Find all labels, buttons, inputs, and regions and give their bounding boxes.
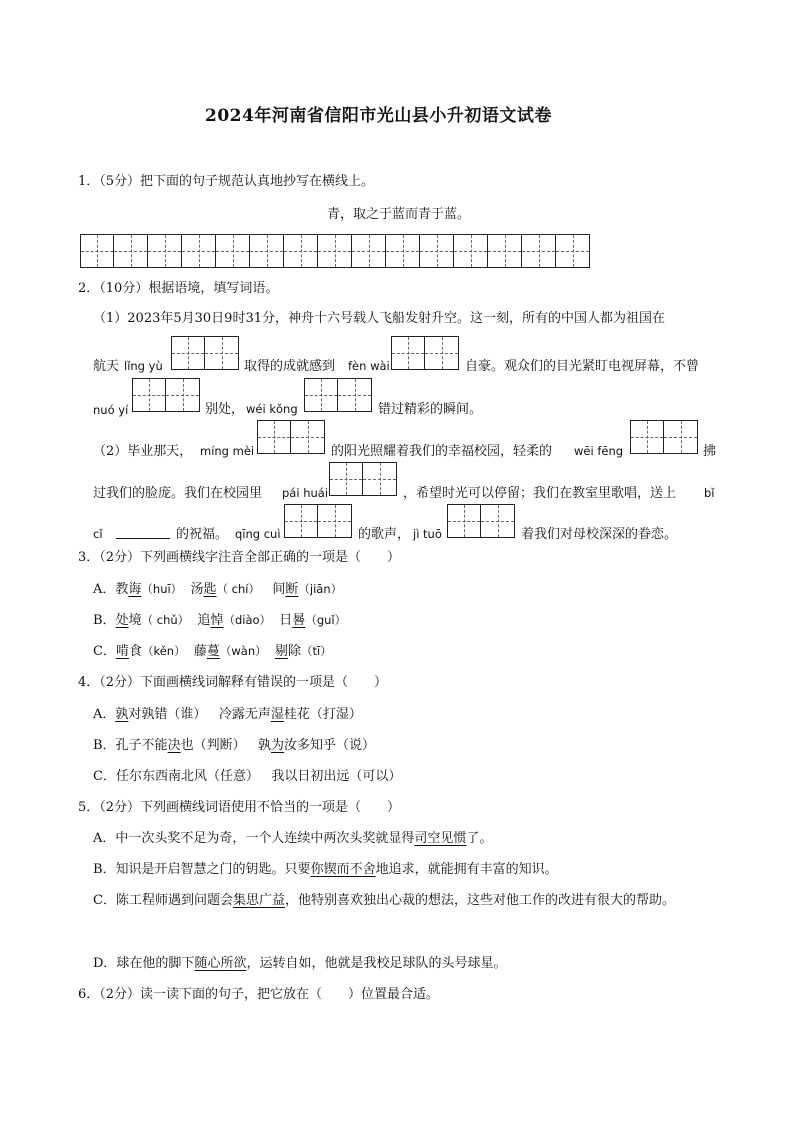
pinyin-weikong: wéi kǒng [246, 402, 298, 416]
q1-heading: 1．（5分）把下面的句子规范认真地抄写在横线上。 [78, 174, 375, 189]
answer-grid-fenwai[interactable] [391, 336, 459, 370]
q2-p2-text-h: 着我们对母校深深的眷恋。 [521, 527, 678, 542]
answer-grid-paihuai[interactable] [329, 462, 397, 496]
q3-option-b[interactable]: B．处境（ chǔ） 追悼（diào） 日晷（guǐ） [93, 613, 347, 628]
pinyin-ci: cǐ [93, 527, 103, 541]
q5-option-c[interactable]: C．陈工程师遇到问题会集思广益，他特别喜欢独出心裁的想法，这些对他工作的改进有很大的帮助。 [93, 893, 675, 908]
q5-option-b[interactable]: B．知识是开启智慧之门的钥匙。只要你锲而不舍地追求，就能拥有丰富的知识。 [93, 862, 558, 877]
page-title: 2024年河南省信阳市光山县小升初语文试卷 [205, 106, 552, 126]
pinyin-jituo: jì tuō [413, 527, 442, 541]
q2-p2-text-f: 的祝福。 [176, 527, 229, 542]
q2-p1-line1: （1）2023年5月30日9时31分，神舟十六号载人飞船发射升空。这一刻，所有的中国人都为祖国在 [93, 311, 665, 326]
pinyin-lingyu: lǐng yù [124, 359, 163, 373]
q2-p1-text-c: 自豪。观众们的目光紧盯电视屏幕，不曾 [465, 359, 700, 374]
q4-option-a[interactable]: A．孰对孰错（谁） 冷露无声湿桂花（打湿） [93, 707, 362, 722]
q2-p2-text-c: 拂 [703, 444, 717, 459]
pinyin-paihuai: pái huái [282, 486, 329, 500]
q3-option-c[interactable]: C．啃食（kěn） 藤蔓（wàn） 剔除（tī） [93, 644, 332, 659]
q2-p1-text-d: 别处， [205, 402, 245, 417]
answer-grid-weifeng[interactable] [630, 420, 698, 454]
q3-option-a[interactable]: A．教诲（huī） 汤匙（ chí） 间断（jiān） [93, 582, 343, 597]
pinyin-weifeng: wēi fēng [574, 444, 624, 458]
pinyin-fenwai: fèn wài [348, 359, 390, 373]
answer-grid-jituo[interactable] [447, 504, 515, 538]
q5-option-a[interactable]: A．中一次头奖不足为奇，一个人连续中两次头奖就显得司空见惯了。 [93, 831, 493, 846]
q2-heading: 2．（10分）根据语境，填写词语。 [78, 281, 279, 296]
pinyin-bi: bǐ [704, 486, 715, 500]
q3-heading: 3．（2分）下列画横线字注音全部正确的一项是（ ） [78, 550, 401, 565]
q4-option-c[interactable]: C．任尔东西南北风（任意） 我以日初出远（可以） [93, 769, 402, 784]
q2-p2-text-b: 的阳光照耀着我们的幸福校园，轻柔的 [331, 444, 553, 459]
q5-option-d[interactable]: D．球在他的脚下随心所欲，运转自如，他就是我校足球队的头号球星。 [93, 956, 507, 971]
answer-blank-bici[interactable] [116, 526, 170, 542]
q2-p1-text-e: 错过精彩的瞬间。 [378, 402, 483, 417]
pinyin-mingmei: míng mèi [200, 444, 255, 458]
q2-p1-text-a: 航天 [93, 359, 120, 374]
q1-sentence: 青，取之于蓝而青于蓝。 [327, 207, 471, 222]
answer-grid-weikong[interactable] [304, 378, 372, 412]
answer-grid-lingyu[interactable] [171, 336, 239, 370]
q6-heading: 6．（2分）读一读下面的句子，把它放在（ ）位置最合适。 [78, 987, 440, 1002]
q2-p1-text-b: 取得的成就感到 [244, 359, 336, 374]
q2-p2-text-a: （2）毕业那天， [93, 444, 193, 459]
q2-p2-text-d: 过我们的脸庞。我们在校园里 [93, 486, 263, 501]
q1-copy-grid[interactable] [80, 234, 590, 268]
q2-p2-text-e: ，希望时光可以停留；我们在教室里歌唱，送上 [403, 486, 677, 501]
q2-p2-text-g: 的歌声， [358, 527, 411, 542]
answer-grid-nuoyi[interactable] [132, 378, 200, 412]
pinyin-nuoyi: nuó yí [93, 403, 129, 417]
q4-heading: 4．（2分）下面画横线词解释有错误的一项是（ ） [78, 675, 388, 690]
q4-option-b[interactable]: B．孔子不能决也（判断） 孰为汝多知乎（说） [93, 738, 376, 753]
answer-grid-mingmei[interactable] [257, 420, 325, 454]
q5-heading: 5．（2分）下列画横线词语使用不恰当的一项是（ ） [78, 800, 401, 815]
answer-grid-qingcui[interactable] [284, 504, 352, 538]
pinyin-qingcui: qīng cuì [235, 527, 281, 541]
